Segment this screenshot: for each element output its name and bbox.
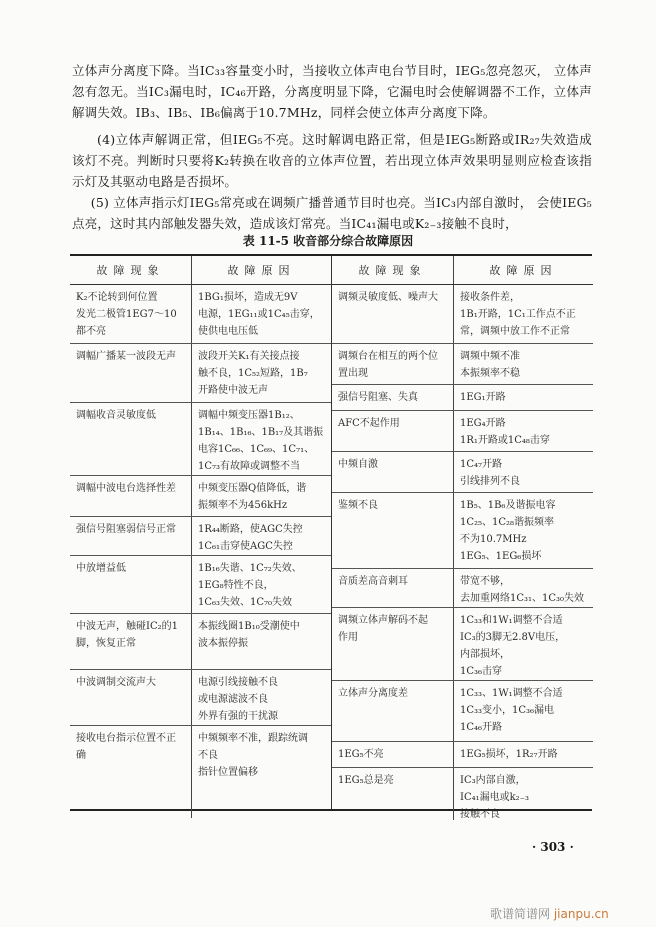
- cause-cell: 1R₄₄断路，使AGC失控 1C₆₁击穿使AGC失控: [198, 524, 303, 552]
- symptom-cell: 调频立体声解码不起 作用: [332, 608, 454, 680]
- cause-cell: 1B₁₆失谐、1C₇₂失效、 1EG₈特性不良， 1C₆₃失效、1C₇₀失效: [198, 563, 302, 608]
- watermark-cn: 歌谱简谱网: [490, 907, 551, 921]
- symptom-cell: 中波调制交流声大: [70, 670, 192, 725]
- page-number: · 303 ·: [532, 840, 574, 854]
- symptom-cell: 中放增益低: [70, 556, 192, 613]
- cause-cell: 1EG₄开路 1R₁开路或1C₄₈击穿: [460, 418, 550, 446]
- table-row: [332, 608, 593, 681]
- table-row: [332, 569, 593, 608]
- cause-cell: 波段开关K₁有关接点接 触不良，1C₅₂短路，1B₇ 开路使中波无声: [198, 351, 308, 396]
- cause-cell: 调幅中频变压器1B₁₂、 1B₁₄、1B₁₆、1B₁₇及其谐振 电容1C₆₆、1C₆₉、1C₇₁、 1C₇₃有故障或调整不当: [198, 410, 324, 472]
- symptom-cell: 强信号阻塞、失真: [332, 385, 454, 410]
- table-row: [332, 452, 593, 493]
- table-row: [332, 493, 593, 569]
- symptom-cell: 立体声分离度差: [332, 681, 454, 741]
- symptom-cell: 强信号阻塞弱信号正常: [70, 517, 192, 555]
- cause-cell: 本振线圈1B₁₀受潮使中 波本振停振: [198, 621, 300, 649]
- table-left-half: [70, 256, 332, 809]
- cause-cell: 1B₅、1B₆及谐振电容 1C₂₅、1C₂₈谐振频率 不为10.7MHz 1EG₅、1EG₆损坏: [460, 500, 556, 562]
- symptom-cell: 接收电台指示位置不正确: [70, 726, 192, 818]
- cause-cell: 调频中频不准 本振频率不稳: [460, 351, 520, 379]
- symptom-cell: 调频台在相互的两个位 置出现: [332, 344, 454, 384]
- cause-cell: 接收条件差， 1B₁开路，1C₁工作点不正 常，调频中放工作不正常: [460, 292, 576, 337]
- symptom-cell: 调幅广播某一波段无声: [70, 344, 192, 402]
- table-row: [70, 403, 331, 476]
- watermark: [490, 905, 609, 922]
- table-row: [332, 385, 593, 411]
- cause-cell: 1C₃₃和1W₁调整不合适 IC₃的3脚无2.8V电压， 内部损坏， 1C₃₆击穿: [460, 615, 566, 677]
- header-cause: 故障原因: [227, 264, 296, 277]
- symptom-cell: 鉴频不良: [332, 493, 454, 568]
- table-row: [70, 614, 331, 670]
- header-symptom: 故障现象: [70, 256, 192, 284]
- symptom-cell: 1EG₅不亮: [332, 742, 454, 767]
- table-row: [332, 344, 593, 385]
- symptom-cell: 中频自激: [332, 452, 454, 492]
- table-row: [332, 285, 593, 344]
- header-cause: 故障原因: [489, 264, 558, 277]
- table-row: [70, 476, 331, 517]
- paragraph-3: (5) 立体声指示灯IEG₅常亮或在调频广播普通节目时也亮。当IC₃内部自激时， 会使IEG₅点亮，这时其内部触发器失效，造成该灯常亮。当IC₄₁漏电或K₂₋₃接触不良时，: [72, 195, 592, 231]
- table-row: [332, 768, 593, 820]
- cause-cell: 1BG₁损坏，造成无9V 电源，1EG₁₁或1C₄₅击穿， 使供电电压低: [198, 292, 320, 337]
- cause-cell: 1EG₅损坏，1R₂₇开路: [460, 749, 558, 760]
- symptom-cell: 音质差高音刺耳: [332, 569, 454, 607]
- table-row: [332, 742, 593, 768]
- symptom-cell: 调幅收音灵敏度低: [70, 403, 192, 475]
- symptom-cell: AFC不起作用: [332, 411, 454, 451]
- symptom-cell: 调频灵敏度低、噪声大: [332, 285, 454, 343]
- table-row: [332, 681, 593, 742]
- watermark-en: jianpu.cn: [553, 907, 609, 921]
- cause-cell: 1C₄₇开路 引线排列不良: [460, 459, 520, 487]
- symptom-cell: 1EG₅总是亮: [332, 768, 454, 820]
- cause-cell: 中频频率不准，跟踪统调 不良 指针位置偏移: [198, 733, 308, 778]
- fault-table: [70, 254, 592, 820]
- symptom-cell: K₂不论转到何位置 发光二极管1EG7～10 都不亮: [70, 285, 192, 343]
- cause-cell: 中频变压器Q值降低，谐 振频率不为456kHz: [198, 483, 307, 511]
- symptom-cell: 调幅中波电台选择性差: [70, 476, 192, 516]
- table-header: [70, 256, 331, 285]
- cause-cell: 带宽不够， 去加重网络1C₃₁、1C₃₀失效: [460, 576, 585, 604]
- table-row: [70, 285, 331, 344]
- table-header: [332, 256, 593, 285]
- table-row: [70, 517, 331, 556]
- cause-cell: 1EG₁开路: [460, 392, 506, 403]
- table-right-half: [332, 256, 593, 820]
- paragraph-1: 立体声分离度下降。当IC₃₃容量变小时，当接收立体声电台节目时，IEG₅忽亮忽灭， 立体声忽有忽无。当IC₃漏电时，IC₄₆开路，分离度明显下降，它漏电时会使解调器不工作，立体声解调失效。IB₃、IB₅、IB₆偏离于10.7MHz，同样会使立体声分离度下降。: [72, 63, 592, 120]
- paragraph-2: (4)立体声解调正常，但IEG₅不亮。这时解调电路正常，但是IEG₅断路或IR₂₇失效造成该灯不亮。判断时只要将K₂转换在收音的立体声位置，若出现立体声效果明显则应检查该指示灯及其驱动电路是否损坏。: [72, 132, 592, 189]
- symptom-cell: 中波无声，触碰IC₂的1 脚，恢复正常: [70, 614, 192, 669]
- cause-cell: 1C₃₃、1W₁调整不合适 1C₃₃变小，1C₃₆漏电 1C₄₆开路: [460, 688, 563, 733]
- table-row: [70, 344, 331, 403]
- table-row: [332, 411, 593, 452]
- header-symptom: 故障现象: [332, 256, 454, 284]
- cause-cell: IC₃内部自激， IC₄₁漏电或k₂₋₃ 接触不良: [460, 775, 529, 820]
- cause-cell: 电源引线接触不良 或电源滤波不良 外界有强的干扰源: [198, 677, 278, 722]
- table-caption: 表 11-5 收音部分综合故障原因: [242, 234, 414, 248]
- table-row: [70, 556, 331, 614]
- table-row: [70, 726, 331, 818]
- table-row: [70, 670, 331, 726]
